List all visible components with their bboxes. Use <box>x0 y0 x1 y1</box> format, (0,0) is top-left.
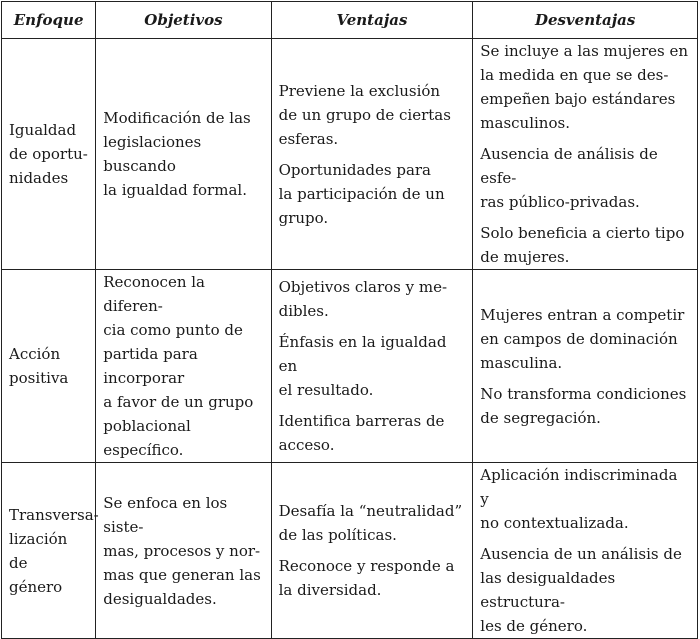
text-line: el resultado. <box>278 381 374 399</box>
text-line: la igualdad formal. <box>103 181 247 199</box>
text-line: esferas. <box>278 129 339 148</box>
text-line: legislaciones buscando <box>103 133 202 175</box>
text-line: Se enfoca en los siste- <box>103 493 228 536</box>
text-line: de segregación. <box>480 408 601 427</box>
text-line: positiva <box>9 369 69 387</box>
cell-paragraph <box>9 342 88 390</box>
cell-paragraph <box>480 382 690 430</box>
table-row <box>2 270 698 463</box>
approaches-table <box>1 1 698 639</box>
cell-objetivos <box>96 463 271 639</box>
table-row <box>2 39 698 270</box>
text-line: desigualdades. <box>103 589 217 608</box>
cell-desventajas <box>473 270 698 463</box>
cell-paragraph <box>480 463 690 535</box>
text-line: no contextualizada. <box>480 514 629 532</box>
header-ventajas: Ventajas <box>271 2 473 39</box>
text-line: la medida en que se des- <box>480 66 669 84</box>
text-line: mas que generan las <box>103 565 261 584</box>
text-line: masculinos. <box>480 114 570 132</box>
text-line: de oportu- <box>9 145 88 163</box>
text-line: las desigualdades estructura- <box>480 569 616 611</box>
header-objetivos: Objetivos <box>96 2 271 39</box>
text-line: cia como punto de <box>103 321 243 339</box>
text-line: Transversa- <box>9 505 99 524</box>
cell-ventajas <box>271 270 473 463</box>
text-line: Oportunidades para <box>278 160 432 179</box>
cell-paragraph <box>103 491 263 611</box>
text-line: Reconocen la diferen- <box>103 273 205 315</box>
cell-ventajas <box>271 463 473 639</box>
text-line: Igualdad <box>9 121 77 139</box>
cell-paragraph <box>279 554 466 602</box>
text-line: la diversidad. <box>278 581 382 599</box>
cell-paragraph <box>480 542 690 638</box>
text-line: No transforma condiciones <box>480 384 687 403</box>
cell-paragraph <box>279 79 466 151</box>
text-line: Reconoce y responde a <box>278 557 455 575</box>
cell-paragraph <box>103 106 263 202</box>
cell-paragraph <box>480 142 690 214</box>
text-line: ras público-privadas. <box>480 193 640 211</box>
cell-paragraph <box>9 503 99 599</box>
text-line: mas, procesos y nor- <box>103 541 261 560</box>
cell-enfoque <box>2 463 99 639</box>
header-row <box>2 2 698 39</box>
cell-paragraph <box>279 409 466 457</box>
cell-paragraph <box>480 303 690 375</box>
cell-objetivos <box>96 270 271 463</box>
text-line: dibles. <box>278 302 329 320</box>
text-line: género <box>9 577 63 596</box>
text-line: Desafía la “neutralidad” <box>278 502 463 520</box>
text-line: de mujeres. <box>480 248 570 266</box>
text-line: Mujeres entran a competir <box>480 305 685 324</box>
cell-paragraph <box>279 158 466 230</box>
text-line: les de género. <box>480 617 588 635</box>
cell-paragraph <box>9 118 88 190</box>
text-line: Aplicación indiscriminada y <box>480 466 678 508</box>
text-line: Objetivos claros y me- <box>278 278 448 296</box>
table-row <box>2 463 698 639</box>
text-line: de las políticas. <box>278 526 397 544</box>
cell-paragraph <box>103 270 263 462</box>
text-line: Se incluye a las mujeres en <box>480 42 689 60</box>
cell-enfoque <box>2 270 96 463</box>
text-line: de un grupo de ciertas <box>278 105 451 124</box>
cell-enfoque <box>2 39 96 270</box>
text-line: Acción <box>9 345 61 363</box>
text-line: empeñen bajo estándares <box>480 90 676 108</box>
cell-desventajas <box>473 463 698 639</box>
text-line: masculina. <box>480 353 563 372</box>
text-line: Énfasis en la igualdad en <box>278 333 447 375</box>
header-desventajas: Desventajas <box>473 2 698 39</box>
text-line: Ausencia de un análisis de <box>480 545 682 563</box>
text-line: la participación de un <box>278 184 445 203</box>
cell-desventajas <box>473 39 698 270</box>
cell-paragraph <box>480 39 690 135</box>
text-line: grupo. <box>278 208 329 227</box>
text-line: en campos de dominación <box>480 329 678 348</box>
text-line: Modificación de las <box>103 109 251 127</box>
text-line: nidades <box>9 169 69 187</box>
cell-objetivos <box>96 39 271 270</box>
text-line: poblacional específico. <box>103 417 191 459</box>
text-line: acceso. <box>278 436 335 454</box>
text-line: Identifica barreras de <box>278 412 445 430</box>
text-line: Previene la exclusión <box>278 81 441 100</box>
text-line: partida para incorporar <box>103 345 198 387</box>
cell-ventajas <box>271 39 473 270</box>
cell-paragraph <box>279 330 466 402</box>
text-line: Solo beneficia a cierto tipo <box>480 224 685 242</box>
cell-paragraph <box>279 275 466 323</box>
header-enfoque: Enfoque <box>2 2 96 39</box>
cell-paragraph <box>480 221 690 269</box>
text-line: lización de <box>9 529 68 572</box>
text-line: a favor de un grupo <box>103 393 254 411</box>
text-line: Ausencia de análisis de esfe- <box>480 145 658 187</box>
cell-paragraph <box>279 499 466 547</box>
